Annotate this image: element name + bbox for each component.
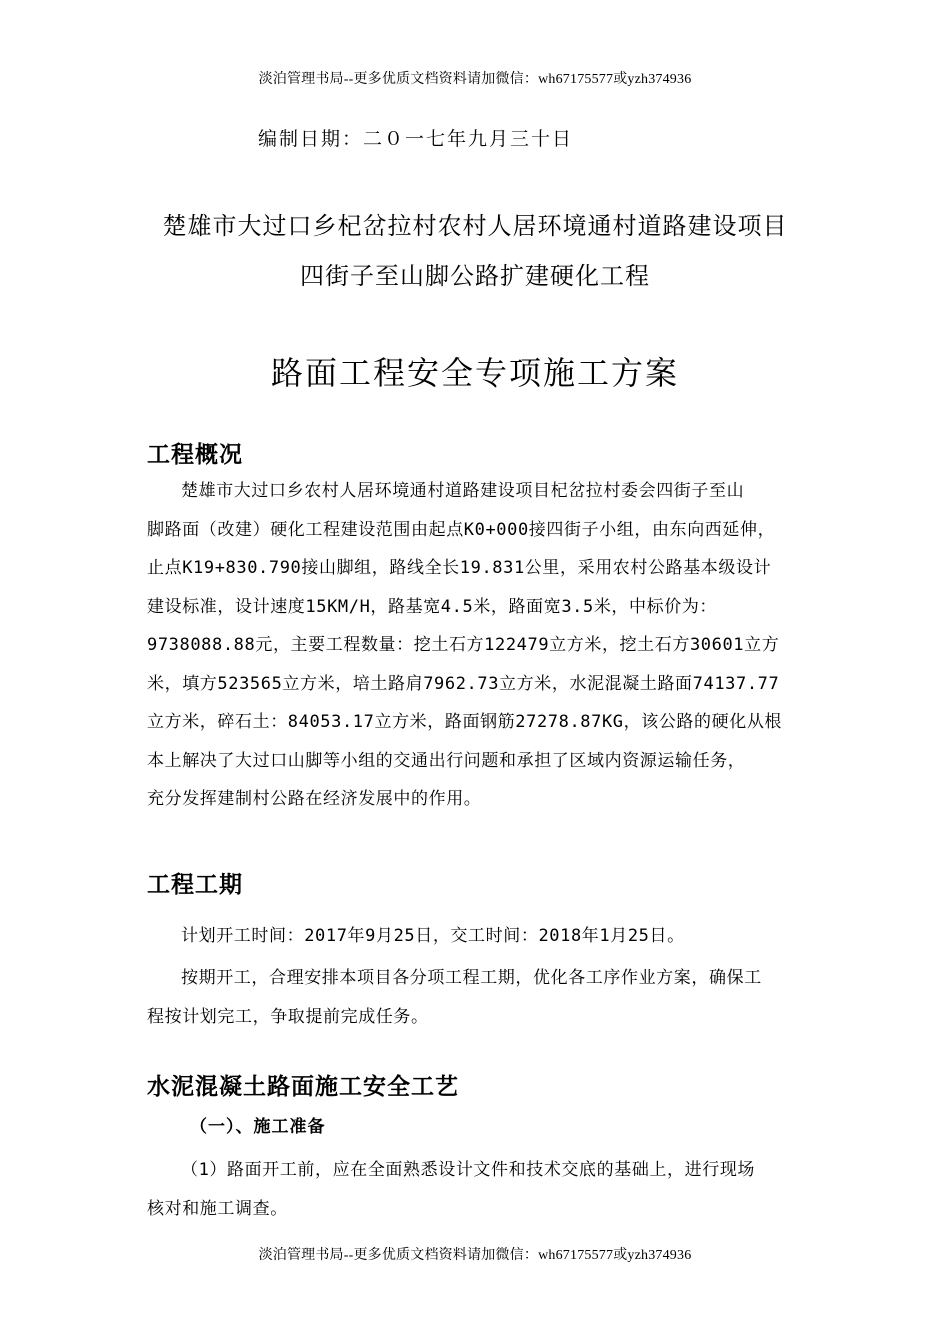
schedule-plan-paragraph (147, 959, 817, 1036)
paragraph-line: 楚雄市大过口乡农村人居环境通村道路建设项目杞岔拉村委会四街子至山 (181, 481, 745, 501)
paragraph-line: 核对和施工调查。 (147, 1198, 288, 1219)
paragraph-line: 脚路面（改建）硬化工程建设范围由起点K0+000接四街子小组，由东向西延伸， (147, 519, 776, 540)
schedule-dates-paragraph (147, 917, 817, 956)
paragraph-line: 充分发挥建制村公路在经济发展中的作用。 (147, 789, 482, 809)
compile-date: 编制日期：二０一七年九月三十日 (258, 128, 574, 150)
paragraph-line: （1）路面开工前，应在全面熟悉设计文件和技术交底的基础上，进行现场 (181, 1160, 756, 1180)
paragraph-line: 建设标准，设计速度15KM/H，路基宽4.5米，路面宽3.5米，中标价为： (147, 596, 718, 617)
paragraph-line: 按期开工，合理安排本项目各分项工程工期，优化各工序作业方案，确保工 (181, 968, 762, 988)
paragraph-line: 9738088.88元，主要工程数量：挖土石方122479立方米，挖土石方30601立方 (147, 635, 780, 655)
project-title-line-2: 四街子至山脚公路扩建硬化工程 (300, 262, 650, 290)
section-heading-schedule: 工程工期 (147, 872, 243, 898)
section-heading-overview: 工程概况 (147, 442, 243, 468)
paragraph-line: 本上解决了大过口山脚等小组的交通出行问题和承担了区域内资源运输任务， (147, 750, 746, 771)
section-heading-safety: 水泥混凝土路面施工安全工艺 (147, 1074, 459, 1100)
paragraph-line: 立方米，碎石土：84053.17立方米，路面钢筋27278.87KG，该公路的硬化从根 (147, 712, 783, 732)
subheading-preparation: （一）、施工准备 (190, 1117, 326, 1137)
header-watermark-note: 淡泊管理书局--更多优质文档资料请加微信：wh67175577或yzh374936 (258, 72, 692, 87)
paragraph-line: 止点K19+830.790接山脚组，路线全长19.831公里，采用农村公路基本级设计 (147, 558, 772, 578)
overview-paragraph (147, 472, 817, 819)
paragraph-line: 米，填方523565立方米，培土路肩7962.73立方米，水泥混凝土路面74137.77 (147, 673, 780, 694)
paragraph-line: 计划开工时间：2017年9月25日，交工时间：2018年1月25日。 (181, 926, 685, 946)
preparation-paragraph (147, 1151, 817, 1228)
footer-watermark-note: 淡泊管理书局--更多优质文档资料请加微信：wh67175577或yzh374936 (258, 1248, 692, 1263)
paragraph-line: 程按计划完工，争取提前完成任务。 (147, 1006, 429, 1027)
project-title-line-1: 楚雄市大过口乡杞岔拉村农村人居环境通村道路建设项目 (162, 212, 788, 240)
document-title: 路面工程安全专项施工方案 (270, 354, 679, 392)
